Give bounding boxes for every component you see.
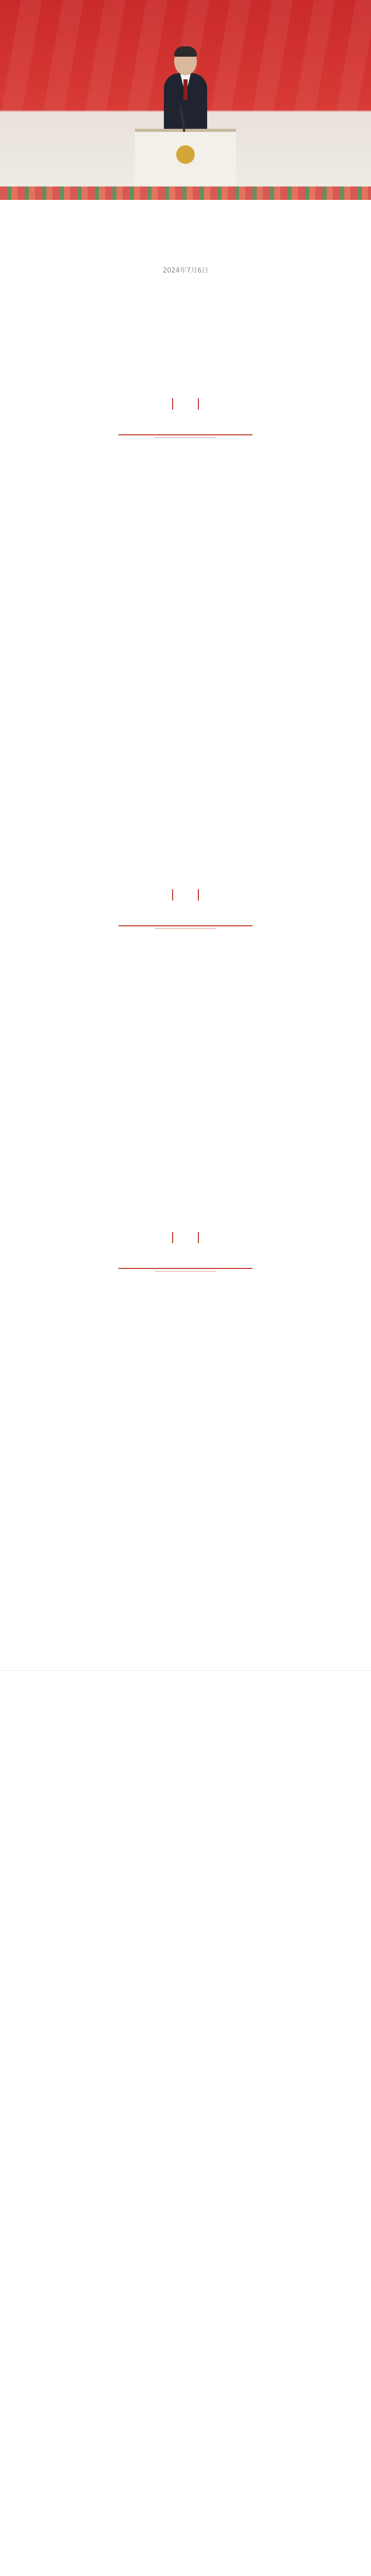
paragraph [21,1489,350,1504]
subheading [21,1099,350,1114]
section-banner [93,889,278,929]
paragraph [21,503,350,518]
paragraph [21,528,350,543]
paragraph [21,1590,350,1605]
paragraph [21,629,350,644]
paragraph [21,1312,350,1327]
paragraph [21,552,350,568]
paragraph [21,1336,350,1352]
paragraph [21,1171,350,1187]
paragraph [21,1464,350,1480]
section-3 [21,1232,350,1655]
section-number [172,889,199,901]
paragraph [21,1122,350,1137]
title-rule [119,1268,252,1269]
caption-line [21,227,350,241]
paragraph [21,1045,350,1061]
paragraph [21,478,350,494]
section-banner [93,1232,278,1272]
paragraph [21,653,350,669]
article-footer [0,1670,371,1726]
caption-line [21,210,350,225]
paragraph [21,288,350,303]
title-rule [119,925,252,926]
paragraph [21,337,350,353]
subheading [21,1023,350,1038]
paragraph [21,994,350,1009]
section-1 [21,398,350,869]
title-rule [155,1271,216,1272]
hero-photo [0,0,371,200]
subheading [21,1442,350,1457]
emblem-icon [176,145,195,164]
paragraph [21,1388,350,1403]
paragraph [21,1146,350,1162]
title-rule [155,928,216,929]
paragraph [21,703,350,718]
subheading [21,1518,350,1533]
paragraph [21,1070,350,1086]
section-title [93,906,278,921]
subheading [21,732,350,747]
section-banner [93,398,278,438]
paragraph [21,828,350,844]
title-rule [119,434,252,435]
title-rule [155,437,216,438]
paragraph [21,1413,350,1428]
intro [21,288,350,378]
paragraph [21,362,350,378]
paragraph [21,969,350,985]
paragraph [21,1615,350,1630]
caption-line [21,243,350,258]
paragraph [21,1540,350,1556]
section-2 [21,889,350,1211]
photo-caption [0,200,371,258]
article-body [0,288,371,1655]
section-title [93,1248,278,1264]
paragraph [21,604,350,619]
section-number [172,1232,199,1243]
flower-decoration [0,187,371,200]
section-title [93,415,278,430]
paragraph [21,678,350,693]
subheading [21,581,350,597]
subheading [21,946,350,962]
section-number [172,398,199,410]
subheading [21,455,350,471]
paragraph [21,1196,350,1211]
publish-date: 2024年7月6日 [162,267,209,275]
paragraph [21,804,350,819]
paragraph [21,853,350,869]
paragraph [21,1639,350,1655]
paragraph [21,779,350,794]
paragraph [21,754,350,770]
source-line [21,1681,350,1693]
paragraph [21,1565,350,1581]
editor-line [21,1693,350,1706]
subheading [21,1365,350,1381]
subheading [21,1289,350,1304]
paragraph [21,313,350,328]
